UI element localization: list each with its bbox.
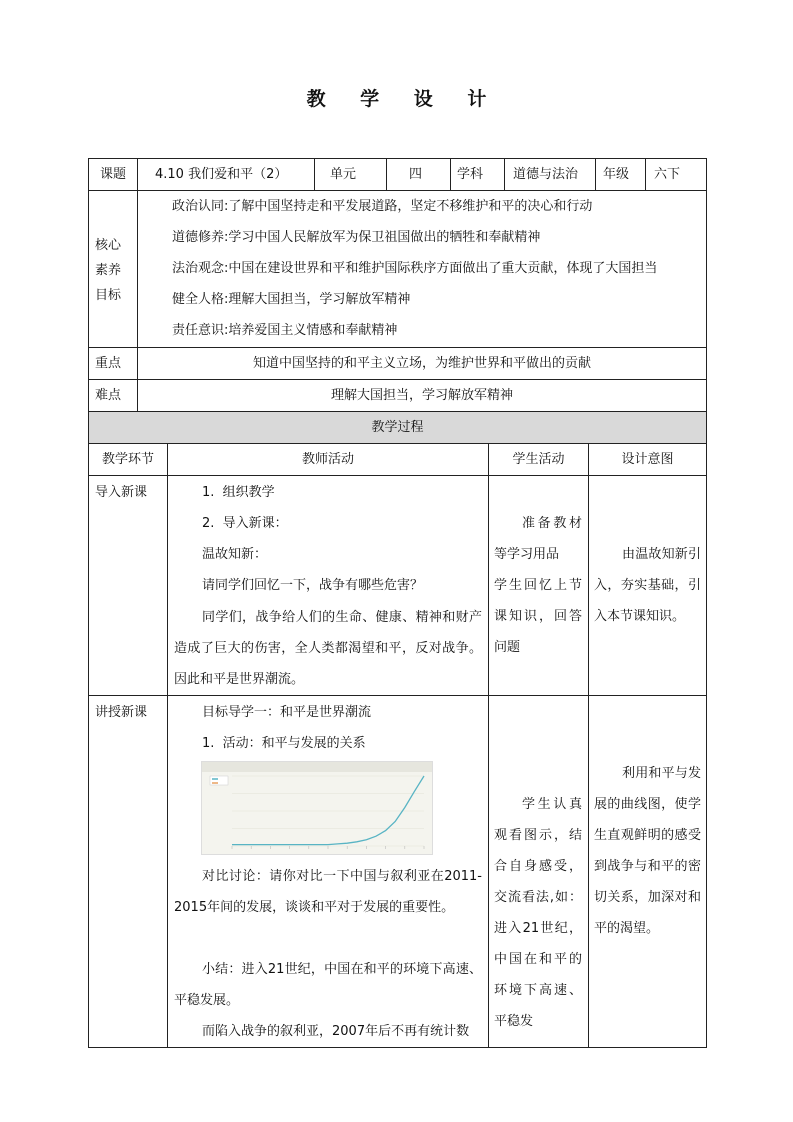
subject-value: 道德与法治: [513, 167, 579, 182]
section1-stage-cell: [88, 475, 168, 696]
chart-series-line: [232, 776, 424, 845]
section1-paragraph: 同学们，战争给人们的生命、健康、精神和财产造成了巨大的伤害，全人类都渴望和平，反对战争。因此和平是世界潮流。: [174, 610, 482, 687]
core-item-political: 政治认同:了解中国坚持走和平发展道路，坚定不移维护和平的决心和行动: [172, 199, 593, 214]
peace-development-chart: [201, 761, 433, 855]
unit-value: 四: [409, 167, 423, 182]
col-header-stage: 教学环节: [101, 452, 154, 467]
peace-development-line-chart: [202, 762, 432, 854]
document-title: 教 学 设 计: [306, 88, 501, 110]
core-label-line-3: 目标: [95, 288, 122, 303]
section2-stage: 讲授新课: [95, 705, 148, 720]
grade-value: 六下: [654, 167, 681, 182]
section2-summary: 小结：进入21世纪，中国在和平的环境下高速、平稳发展。: [174, 962, 482, 1008]
process-header: 教学过程: [371, 420, 424, 435]
section1-intent: 由温故知新引入，夯实基础，引入本节课知识。: [594, 547, 701, 624]
topic-label: 课题: [99, 167, 126, 182]
core-label-line-2: 素养: [95, 263, 122, 278]
col-header-teacher: 教师活动: [301, 452, 354, 467]
section2-student: 学生认真观看图示，结合自身感受，交流看法,如：进入21世纪，中国在和平的环境下高速、平稳发: [494, 797, 582, 1029]
subject-label: 学科: [457, 167, 484, 182]
section2-stage-cell: [88, 695, 168, 1048]
section2-discussion: 对比讨论：请你对比一下中国与叙利亚在2011-2015年间的发展，谈谈和平对于发展的重要性。: [174, 869, 482, 915]
section1-question: 请同学们回忆一下，战争有哪些危害？: [202, 578, 424, 593]
section2-item1: 1. 活动：和平与发展的关系: [202, 736, 366, 751]
key-point-label: 重点: [95, 356, 122, 371]
section2-syria: 而陷入战争的叙利亚，2007年后不再有统计数: [202, 1024, 470, 1039]
section1-student: 准备教材等学习用品 学生回忆上节课知识，回答问题: [494, 516, 582, 655]
core-label-line-1: 核心: [95, 238, 122, 253]
key-point-value: 知道中国坚持的和平主义立场，为维护世界和平做出的贡献: [252, 356, 591, 371]
col-header-intent: 设计意图: [621, 452, 674, 467]
difficult-point-value: 理解大国担当，学习解放军精神: [330, 388, 513, 403]
section1-review: 温故知新：: [202, 547, 268, 562]
section1-item2: 2. 导入新课：: [202, 516, 288, 531]
section1-item1: 1. 组织教学: [202, 485, 275, 500]
grade-label: 年级: [603, 167, 630, 182]
section2-goal: 目标导学一：和平是世界潮流: [202, 705, 372, 720]
col-header-student: 学生活动: [512, 452, 565, 467]
topic-value: 4.10 我们爱和平（2）: [155, 167, 288, 182]
chart-title-bar: [202, 762, 432, 772]
section1-stage: 导入新课: [95, 485, 148, 500]
core-item-responsibility: 责任意识:培养爱国主义情感和奉献精神: [172, 323, 398, 338]
difficult-point-label: 难点: [95, 388, 122, 403]
core-item-moral: 道德修养:学习中国人民解放军为保卫祖国做出的牺牲和奉献精神: [172, 230, 541, 245]
section2-intent: 利用和平与发展的曲线图，使学生直观鲜明的感受到战争与和平的密切关系，加深对和平的渴望。: [594, 766, 701, 936]
core-item-personality: 健全人格:理解大国担当，学习解放军精神: [172, 292, 411, 307]
unit-label: 单元: [330, 167, 357, 182]
core-item-law: 法治观念:中国在建设世界和平和维护国际秩序方面做出了重大贡献，体现了大国担当: [172, 261, 658, 276]
